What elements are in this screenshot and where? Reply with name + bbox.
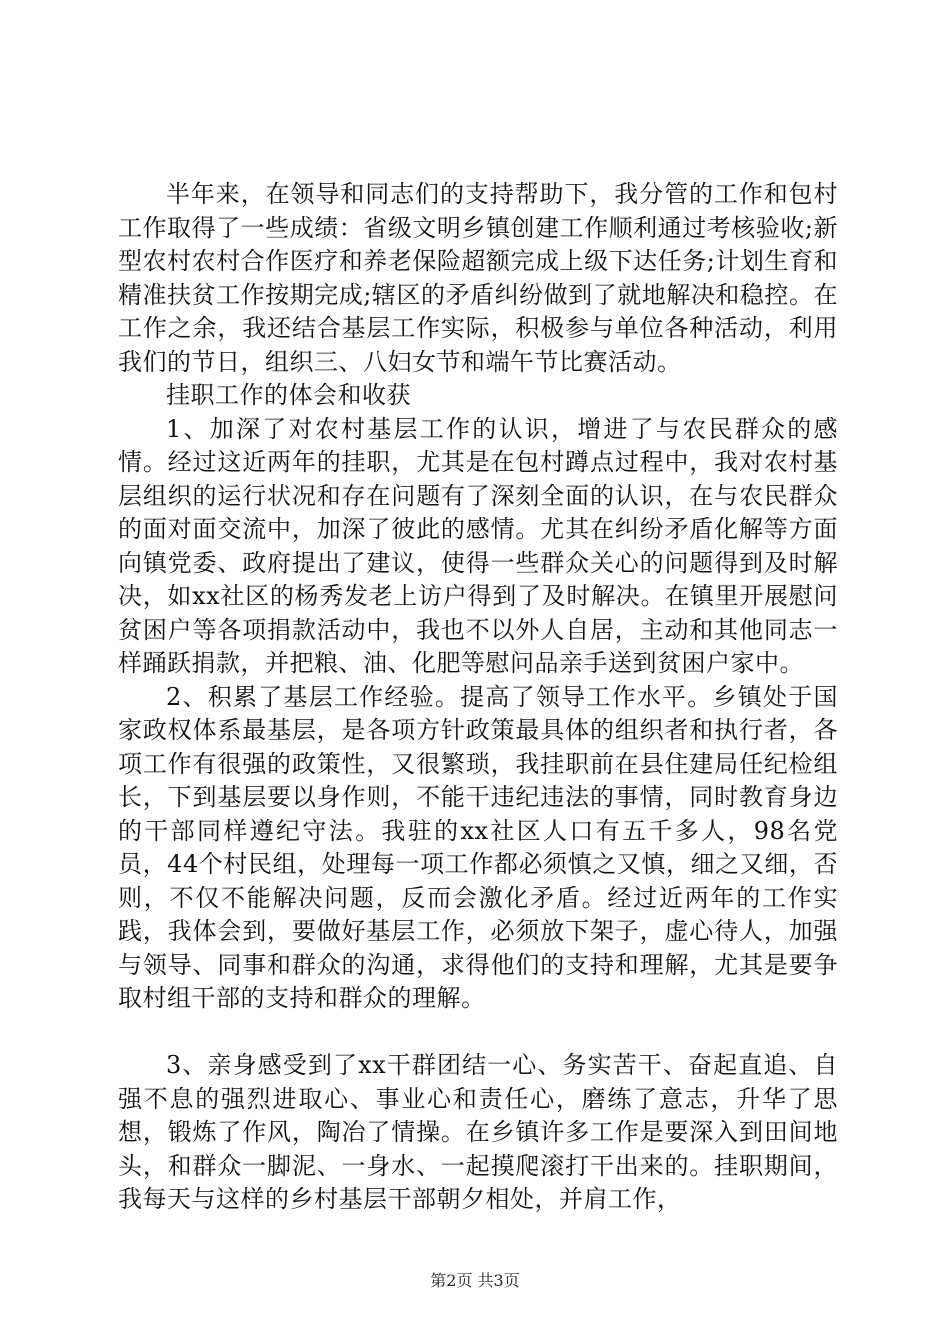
paragraph-point-3: 3、亲身感受到了xx干群团结一心、务实苦干、奋起直追、自强不息的强烈进取心、事业心和责任心，磨练了意志，升华了思想，锻炼了作风，陶冶了情操。在乡镇许多工作是要深入到田间地头，和群众一脚泥、一身水、一起摸爬滚打干出来的。挂职期间，我每天与这样的乡村基层干部朝夕相处，并肩工作， xyxy=(118,1051,838,1213)
document-body xyxy=(118,178,838,1217)
paragraph-point-1: 1、加深了对农村基层工作的认识，增进了与农民群众的感情。经过这近两年的挂职，尤其是在包村蹲点过程中，我对农村基层组织的运行状况和存在问题有了深刻全面的认识，在与农民群众的面对面交流中，加深了彼此的感情。尤其在纠纷矛盾化解等方面向镇党委、政府提出了建议，使得一些群众关心的问题得到及时解决，如xx社区的杨秀发老上访户得到了及时解决。在镇里开展慰问贫困户等各项捐款活动中，我也不以外人自居，主动和其他同志一样踊跃捐款，并把粮、油、化肥等慰问品亲手送到贫困户家中。 xyxy=(118,414,838,677)
paragraph-summary: 半年来，在领导和同志们的支持帮助下，我分管的工作和包村工作取得了一些成绩：省级文明乡镇创建工作顺利通过考核验收;新型农村农村合作医疗和养老保险超额完成上级下达任务;计划生育和精准扶贫工作按期完成;辖区的矛盾纠纷做到了就地解决和稳控。在工作之余，我还结合基层工作实际，积极参与单位各种活动，利用我们的节日，组织三、八妇女节和端午节比赛活动。 xyxy=(118,180,838,376)
paragraph-point-2: 2、积累了基层工作经验。提高了领导工作水平。乡镇处于国家政权体系最基层，是各项方针政策最具体的组织者和执行者，各项工作有很强的政策性，又很繁琐，我挂职前在县住建局任纪检组长，下到基层要以身作则，不能干违纪违法的事情，同时教育身边的干部同样遵纪守法。我驻的xx社区人口有五千多人，98名党员，44个村民组，处理每一项工作都必须慎之又慎，细之又细，否则，不仅不能解决问题，反而会激化矛盾。经过近两年的工作实践，我体会到，要做好基层工作，必须放下架子，虚心待人，加强与领导、同事和群众的沟通，求得他们的支持和理解，尤其是要争取村组干部的支持和群众的理解。 xyxy=(118,682,838,1012)
page-footer: 第2页 共3页 xyxy=(430,1271,520,1290)
section-heading: 挂职工作的体会和收获 xyxy=(166,381,411,409)
paragraph-gap xyxy=(118,1016,838,1050)
